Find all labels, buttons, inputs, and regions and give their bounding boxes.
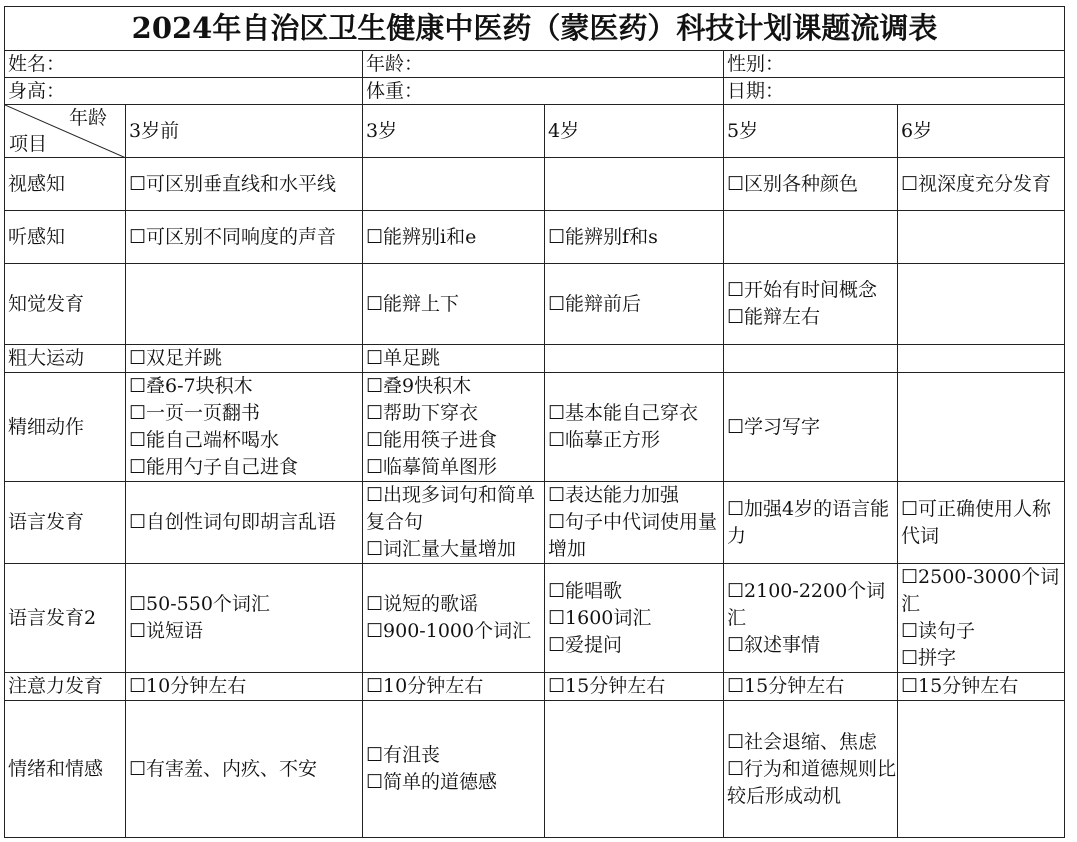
table-cell [363,264,545,345]
row-label: 语言发育2 [5,564,126,673]
checkbox-icon[interactable]: ☐ [727,306,745,328]
item-corner-label: 项目 [9,133,48,155]
checkbox-icon[interactable]: ☐ [129,511,147,533]
checkbox-icon[interactable]: ☐ [366,429,384,451]
table-row [5,564,1065,673]
checklist-item-label: 15分钟左右 [565,675,666,697]
checklist-item-label: 双足并跳 [146,347,223,369]
checklist-item [366,224,544,251]
table-row [5,373,1065,482]
table-cell [545,673,724,701]
table-cell [545,345,724,373]
checklist-item [129,400,362,427]
checklist-item-label: 视深度充分发育 [918,172,1052,195]
checklist-item-label: 1600词汇 [565,606,652,629]
checklist-item [366,591,544,618]
checkbox-icon[interactable]: ☐ [727,279,745,301]
checklist-item [548,482,723,509]
checklist-item [727,729,897,756]
checklist-item [366,454,544,481]
checkbox-icon[interactable]: ☐ [366,225,384,248]
table-cell [363,373,545,482]
checklist-item-label: 叠6-7块积木 [146,375,253,397]
checklist-item [366,769,544,796]
checkbox-icon[interactable]: ☐ [901,620,919,642]
age-header-4: 4岁 [545,105,724,158]
checkbox-icon[interactable]: ☐ [548,292,566,315]
checklist-item-label: 帮助下穿衣 [383,402,479,424]
checklist-item-label: 2500-3000个词汇 [901,566,1060,615]
row-label: 粗大运动 [5,345,126,373]
checkbox-icon[interactable]: ☐ [129,347,147,369]
checklist-item [129,509,362,536]
page-title: 2024年自治区卫生健康中医药（蒙医药）科技计划课题流调表 [5,7,1065,51]
table-cell [363,564,545,673]
checkbox-icon[interactable]: ☐ [129,375,147,397]
checklist-item-label: 能唱歌 [565,579,623,602]
table-cell [363,211,545,264]
table-cell [898,564,1065,673]
table-cell [898,482,1065,564]
checklist-item [727,496,897,550]
checklist-item-label: 简单的道德感 [383,771,498,793]
checklist-item-label: 自创性词句即胡言乱语 [146,511,337,533]
checklist-item [727,171,897,198]
checkbox-icon[interactable]: ☐ [129,172,147,195]
table-cell [126,158,363,211]
checklist-item-label: 临摹正方形 [565,429,661,451]
checklist-item-label: 出现多词句和简单复合句 [366,484,536,533]
survey-sheet [4,6,1065,838]
checklist-item-label: 10分钟左右 [383,675,484,697]
checkbox-icon[interactable]: ☐ [366,744,384,766]
checkbox-icon[interactable]: ☐ [901,497,919,520]
checklist-item [901,171,1064,198]
row-label: 注意力发育 [5,673,126,701]
checklist-item [727,632,897,659]
checklist-item-label: 词汇量大量增加 [383,538,517,560]
checklist-item [727,578,897,632]
table-cell [898,211,1065,264]
checkbox-icon[interactable]: ☐ [901,647,919,669]
checklist-item [129,756,362,783]
table-cell [363,482,545,564]
height-field: 身高： [5,78,363,105]
checklist-item-label: 15分钟左右 [744,675,845,697]
checklist-item [727,304,897,331]
checkbox-icon[interactable]: ☐ [727,675,745,697]
checklist-item [727,673,897,700]
checklist-item-label: 基本能自己穿衣 [565,402,699,424]
checkbox-icon[interactable]: ☐ [366,347,384,369]
checklist-item [548,291,723,318]
table-cell [545,373,724,482]
checkbox-icon[interactable]: ☐ [548,579,566,602]
age-field: 年龄： [363,51,724,78]
age-header-5: 5岁 [724,105,898,158]
checklist-item [129,224,362,251]
age-header-under-3: 3岁前 [126,105,363,158]
table-cell [126,564,363,673]
table-cell [126,211,363,264]
gender-field: 性别： [724,51,1065,78]
checklist-item-label: 能辩前后 [565,292,642,315]
checkbox-icon[interactable]: ☐ [548,225,566,248]
row-label: 情绪和情感 [5,701,126,838]
checkbox-icon[interactable]: ☐ [727,633,745,656]
checklist-item-label: 10分钟左右 [146,675,247,697]
checklist-item-label: 15分钟左右 [918,675,1019,697]
checklist-item-label: 表达能力加强 [565,484,680,506]
checklist-item [548,400,723,427]
checklist-item-label: 有害羞、内疚、不安 [146,757,318,780]
checklist-item [548,578,723,605]
checklist-item [366,536,544,563]
checklist-item [727,756,897,810]
checklist-item-label: 开始有时间概念 [744,279,878,301]
checkbox-icon[interactable]: ☐ [129,429,147,451]
checklist-item-label: 可区别不同响度的声音 [146,225,337,248]
checklist-item [366,345,544,372]
checklist-item [548,224,723,251]
checklist-item-label: 学习写字 [744,415,821,438]
row-label: 知觉发育 [5,264,126,345]
table-cell [545,158,724,211]
checklist-item-label: 900-1000个词汇 [383,620,532,642]
table-row [5,158,1065,211]
checkbox-icon[interactable]: ☐ [129,225,147,248]
checklist-item [901,618,1064,645]
table-cell [724,701,898,838]
checklist-item-label: 叠9快积木 [383,375,472,397]
checkbox-icon[interactable]: ☐ [366,771,384,793]
name-field: 姓名： [5,51,363,78]
checklist-item-label: 拼字 [918,647,957,669]
checklist-item-label: 单足跳 [383,347,441,369]
checkbox-icon[interactable]: ☐ [366,538,384,560]
checklist-item [366,482,544,536]
table-cell [898,158,1065,211]
checkbox-icon[interactable]: ☐ [129,620,147,642]
table-row [5,211,1065,264]
table-cell [363,701,545,838]
checklist-item [548,427,723,454]
checkbox-icon[interactable]: ☐ [548,402,566,424]
checklist-item-label: 句子中代词使用量增加 [548,511,718,560]
checkbox-icon[interactable]: ☐ [366,292,384,315]
checklist-item [129,373,362,400]
checklist-item-label: 50-550个词汇 [146,593,270,615]
table-cell [724,482,898,564]
table-cell [545,482,724,564]
checklist-item-label: 社会退缩、焦虑 [744,730,878,753]
checklist-item [129,618,362,645]
checklist-item [366,742,544,769]
checklist-item [129,673,362,700]
checkbox-icon[interactable]: ☐ [366,620,384,642]
checklist-item-label: 爱提问 [565,633,623,656]
table-cell [363,673,545,701]
checklist-item-label: 区别各种颜色 [744,172,859,195]
checkbox-icon[interactable]: ☐ [129,675,147,697]
table-cell [126,673,363,701]
checkbox-icon[interactable]: ☐ [548,606,566,629]
table-cell [898,264,1065,345]
checklist-item-label: 说短语 [146,620,204,642]
checklist-item [901,564,1064,618]
survey-table [4,6,1065,838]
row-label: 语言发育 [5,482,126,564]
table-cell [724,211,898,264]
table-row [5,673,1065,701]
checkbox-icon[interactable]: ☐ [901,172,919,195]
date-field: 日期： [724,78,1065,105]
checklist-item [901,496,1064,550]
checklist-item [129,345,362,372]
checkbox-icon[interactable]: ☐ [366,402,384,424]
checklist-item-label: 临摹简单图形 [383,456,498,478]
checklist-item-label: 能辩上下 [383,292,460,315]
checklist-item [901,645,1064,672]
table-cell [126,701,363,838]
checkbox-icon[interactable]: ☐ [366,484,384,506]
table-cell [724,373,898,482]
checklist-item [727,414,897,441]
checkbox-icon[interactable]: ☐ [548,484,566,506]
checkbox-icon[interactable]: ☐ [129,593,147,615]
checkbox-icon[interactable]: ☐ [727,172,745,195]
table-cell [545,211,724,264]
checkbox-icon[interactable]: ☐ [129,456,147,478]
checklist-item-label: 能辨别i和e [383,225,477,248]
checklist-item-label: 可正确使用人称代词 [901,497,1052,547]
checklist-item [129,454,362,481]
table-cell [724,264,898,345]
checkbox-icon[interactable]: ☐ [366,675,384,697]
checkbox-icon[interactable]: ☐ [366,375,384,397]
row-label: 视感知 [5,158,126,211]
checklist-item-label: 能用勺子自己进食 [146,456,299,478]
checkbox-icon[interactable]: ☐ [548,675,566,697]
checklist-item [901,673,1064,700]
checklist-item [366,400,544,427]
checkbox-icon[interactable]: ☐ [366,456,384,478]
table-cell [545,701,724,838]
table-cell [898,673,1065,701]
table-cell [724,564,898,673]
table-cell [126,345,363,373]
age-header-6: 6岁 [898,105,1065,158]
checklist-item-label: 可区别垂直线和水平线 [146,172,337,195]
checklist-item [548,673,723,700]
age-corner-label: 年龄 [68,107,107,129]
age-header-3: 3岁 [363,105,545,158]
checklist-item [548,605,723,632]
row-label: 听感知 [5,211,126,264]
checkbox-icon[interactable]: ☐ [548,429,566,451]
checklist-item [727,277,897,304]
checkbox-icon[interactable]: ☐ [548,511,566,533]
checklist-item [548,509,723,563]
table-row [5,264,1065,345]
table-row [5,482,1065,564]
table-cell [126,373,363,482]
checklist-item-label: 能辨别f和s [565,225,658,248]
table-cell [898,345,1065,373]
checkbox-icon[interactable]: ☐ [727,579,745,602]
table-cell [898,373,1065,482]
table-cell [545,264,724,345]
checkbox-icon[interactable]: ☐ [727,415,745,438]
table-cell [724,673,898,701]
checkbox-icon[interactable]: ☐ [129,402,147,424]
checklist-item [366,618,544,645]
checkbox-icon[interactable]: ☐ [727,757,745,780]
table-row [5,345,1065,373]
table-cell [898,701,1065,838]
checklist-item-label: 说短的歌谣 [383,593,479,615]
checklist-item [548,632,723,659]
checklist-item-label: 一页一页翻书 [146,402,261,424]
checklist-item-label: 能辩左右 [744,306,821,328]
checkbox-icon[interactable]: ☐ [366,593,384,615]
table-cell [126,264,363,345]
checkbox-icon[interactable]: ☐ [548,633,566,656]
checklist-item-label: 行为和道德规则比较后形成动机 [727,757,897,807]
checkbox-icon[interactable]: ☐ [129,757,147,780]
checkbox-icon[interactable]: ☐ [727,497,745,520]
checklist-item [366,427,544,454]
checklist-item [129,591,362,618]
checklist-item [129,171,362,198]
table-cell [724,345,898,373]
checklist-item-label: 读句子 [918,620,976,642]
checkbox-icon[interactable]: ☐ [901,675,919,697]
checklist-item-label: 能自己端杯喝水 [146,429,280,451]
checkbox-icon[interactable]: ☐ [901,566,919,588]
corner-header-cell [5,105,126,158]
table-row [5,701,1065,838]
weight-field: 体重： [363,78,724,105]
table-cell [363,345,545,373]
checklist-item [366,673,544,700]
table-cell [545,564,724,673]
row-label: 精细动作 [5,373,126,482]
checklist-item [366,373,544,400]
checklist-item-label: 2100-2200个词汇 [727,579,886,629]
checkbox-icon[interactable]: ☐ [727,730,745,753]
checklist-item [129,427,362,454]
checklist-item-label: 有沮丧 [383,744,441,766]
checklist-item-label: 叙述事情 [744,633,821,656]
checklist-item-label: 能用筷子进食 [383,429,498,451]
checklist-item [366,291,544,318]
table-cell [126,482,363,564]
table-cell [363,158,545,211]
checklist-item-label: 加强4岁的语言能力 [727,497,890,547]
table-cell [724,158,898,211]
